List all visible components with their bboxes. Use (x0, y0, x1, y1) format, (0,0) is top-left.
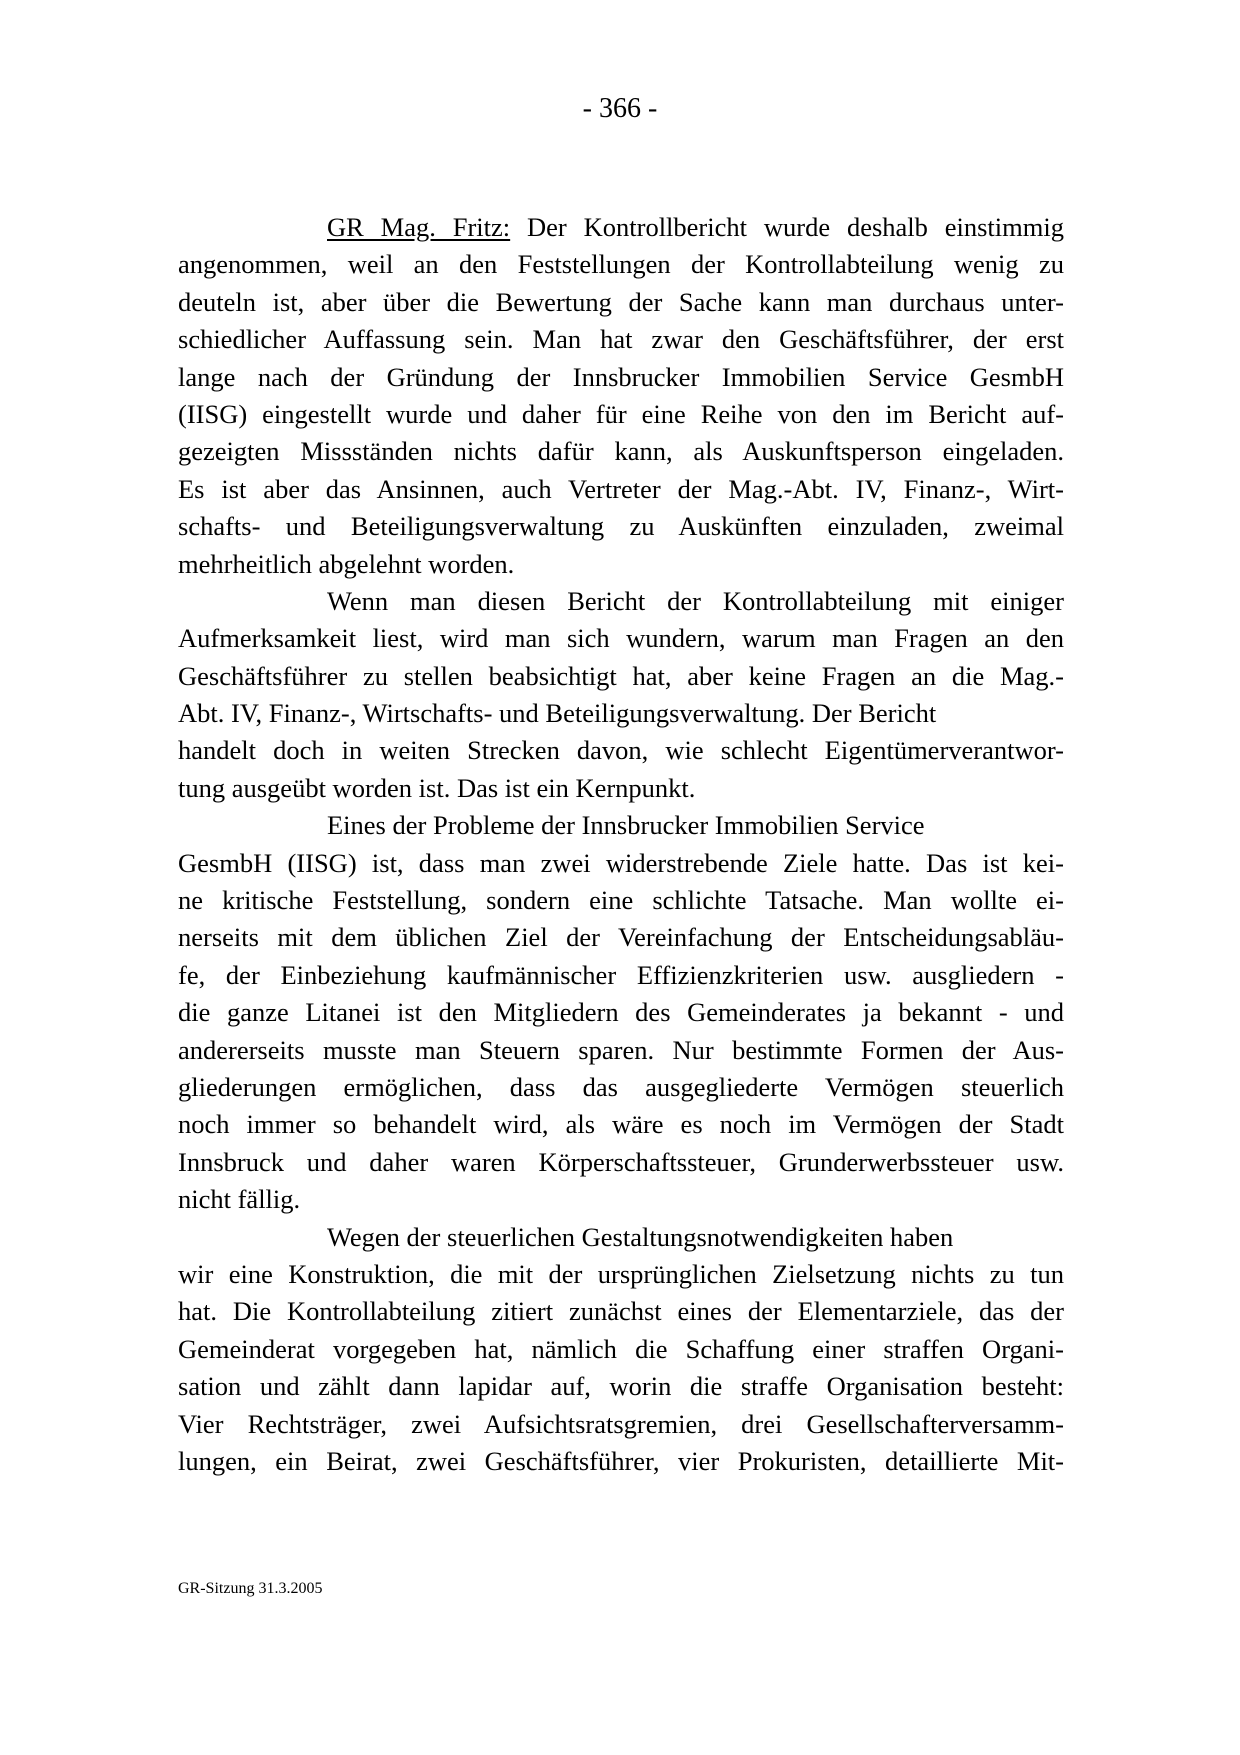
text-line: Vier Rechtsträger, zwei Aufsichtsratsgremien, drei Gesellschafterversamm- (178, 1408, 1064, 1439)
text-line: tung ausgeübt worden ist. Das ist ein Kernpunkt. (178, 772, 696, 803)
text-line: Wegen der steuerlichen Gestaltungsnotwendigkeiten haben (327, 1221, 954, 1252)
text-line: handelt doch in weiten Strecken davon, wie schlecht Eigentümerverantwor- (178, 735, 1064, 766)
text-line: deuteln ist, aber über die Bewertung der Sache kann man durchaus unter- (178, 286, 1064, 317)
text-line: (IISG) eingestellt wurde und daher für eine Reihe von den im Bericht auf- (178, 398, 1064, 429)
page-number: - 366 - (582, 93, 658, 124)
text-line: schiedlicher Auffassung sein. Man hat zwar den Geschäftsführer, der erst (178, 324, 1064, 355)
text-line: Abt. IV, Finanz-, Wirtschafts- und Beteiligungsverwaltung. Der Bericht (178, 698, 937, 729)
text-line: ne kritische Feststellung, sondern eine schlichte Tatsache. Man wollte ei- (178, 885, 1064, 916)
text-line: gliederungen ermöglichen, dass das ausgegliederte Vermögen steuerlich (178, 1071, 1064, 1102)
text-line: lungen, ein Beirat, zwei Geschäftsführer, vier Prokuristen, detaillierte Mit- (178, 1445, 1064, 1476)
text-line: Eines der Probleme der Innsbrucker Immobilien Service (327, 810, 925, 841)
text-line: nicht fällig. (178, 1184, 301, 1215)
text-line: GR Mag. Fritz: Der Kontrollbericht wurde deshalb einstimmig (327, 212, 1064, 242)
text-line: noch immer so behandelt wird, als wäre es noch im Vermögen der Stadt (178, 1109, 1064, 1140)
text-line: angenommen, weil an den Feststellungen der Kontrollabteilung wenig zu (178, 249, 1064, 280)
speaker-name: GR Mag. Fritz: (327, 212, 511, 242)
text-line: lange nach der Gründung der Innsbrucker Immobilien Service GesmbH (178, 361, 1064, 392)
text-line: die ganze Litanei ist den Mitgliedern des Gemeinderates ja bekannt - und (178, 997, 1064, 1028)
text-line: hat. Die Kontrollabteilung zitiert zunächst eines der Elementarziele, das der (178, 1296, 1064, 1327)
text-line: wir eine Konstruktion, die mit der ursprünglichen Zielsetzung nichts zu tun (178, 1258, 1064, 1289)
text-line: Aufmerksamkeit liest, wird man sich wundern, warum man Fragen an den (178, 623, 1064, 654)
text-line: nerseits mit dem üblichen Ziel der Vereinfachung der Entscheidungsabläu- (178, 922, 1064, 953)
text-line: gezeigten Missständen nichts dafür kann, als Auskunftsperson eingeladen. (178, 436, 1064, 467)
body-text (178, 209, 1064, 1480)
text-line: Innsbruck und daher waren Körperschaftssteuer, Grunderwerbssteuer usw. (178, 1146, 1064, 1177)
text-line: GesmbH (IISG) ist, dass man zwei widerstrebende Ziele hatte. Das ist kei- (178, 847, 1064, 878)
text-line: Gemeinderat vorgegeben hat, nämlich die Schaffung einer straffen Organi- (178, 1333, 1064, 1364)
text-line: schafts- und Beteiligungsverwaltung zu Auskünften einzuladen, zweimal (178, 511, 1064, 542)
text-line: sation und zählt dann lapidar auf, worin die straffe Organisation besteht: (178, 1371, 1064, 1402)
text-line: Geschäftsführer zu stellen beabsichtigt hat, aber keine Fragen an die Mag.- (178, 660, 1064, 691)
text-line: andererseits musste man Steuern sparen. Nur bestimmte Formen der Aus- (178, 1034, 1064, 1065)
text-line: fe, der Einbeziehung kaufmännischer Effizienzkriterien usw. ausgliedern - (178, 959, 1064, 990)
text-line: mehrheitlich abgelehnt worden. (178, 548, 515, 579)
text-line: Wenn man diesen Bericht der Kontrollabteilung mit einiger (327, 585, 1064, 616)
footer-session-date: GR-Sitzung 31.3.2005 (178, 1580, 323, 1597)
text-line: Es ist aber das Ansinnen, auch Vertreter der Mag.-Abt. IV, Finanz-, Wirt- (178, 473, 1064, 504)
